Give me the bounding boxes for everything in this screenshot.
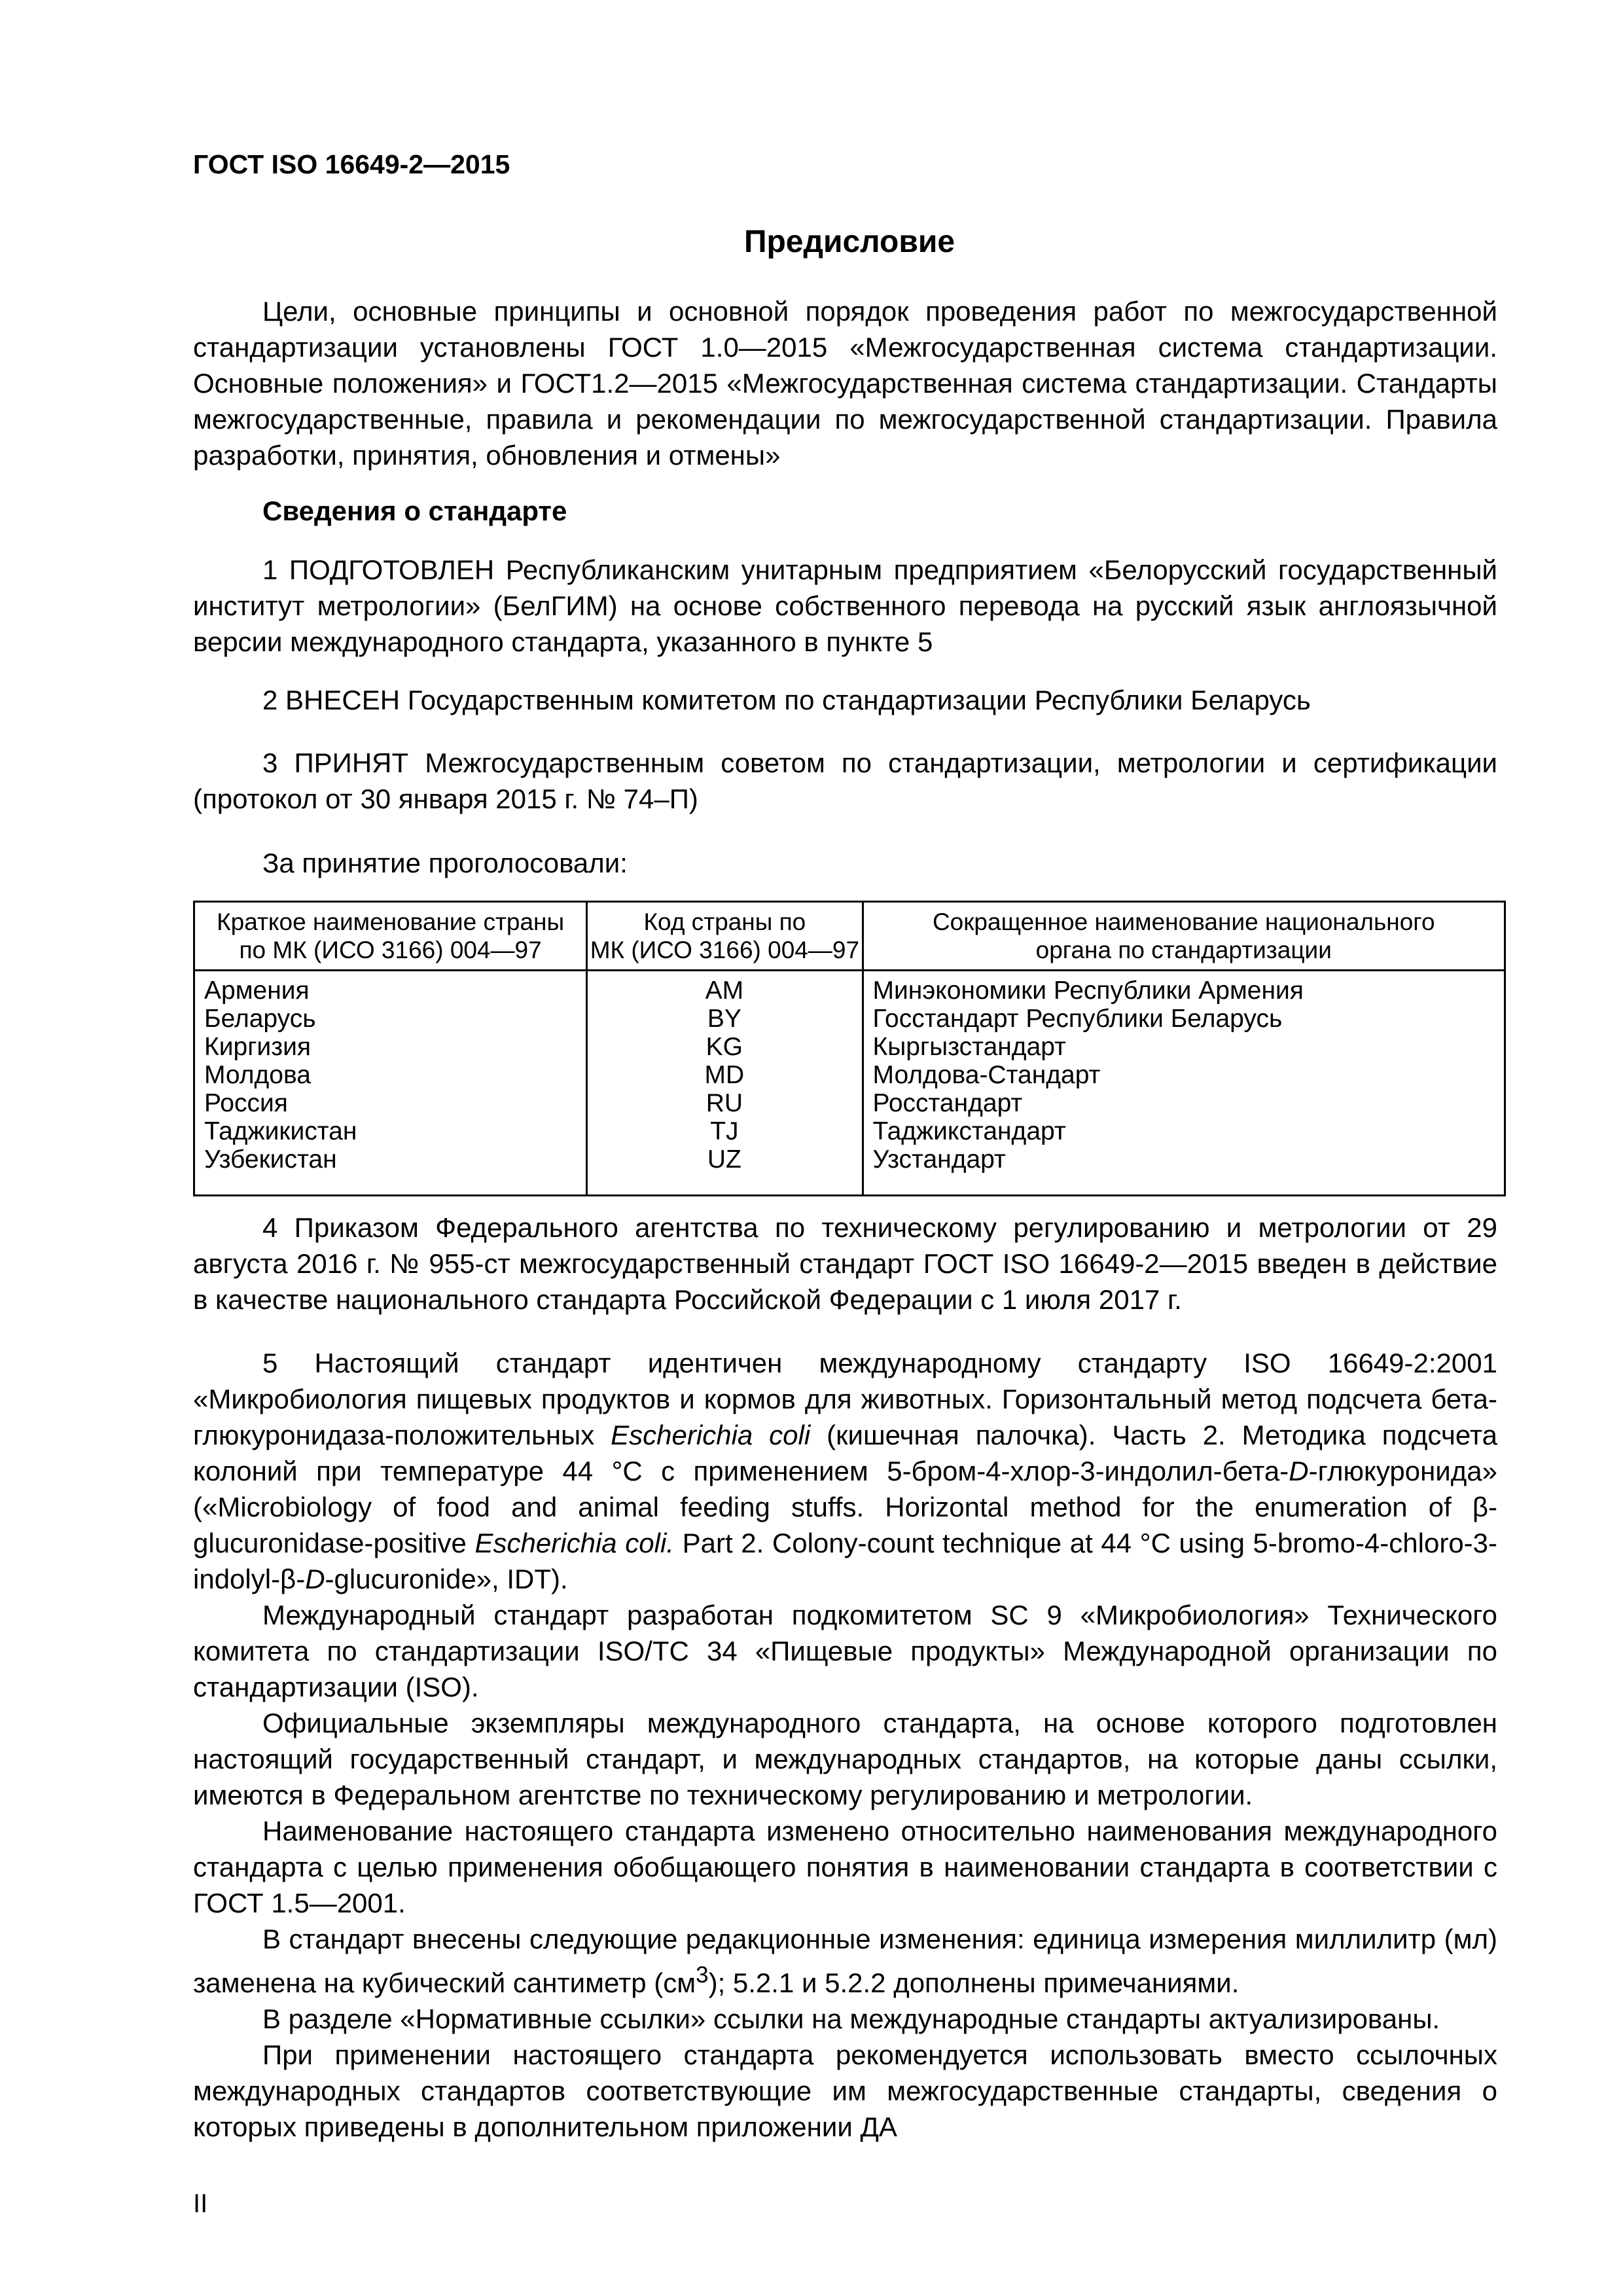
italic-term: D xyxy=(305,1564,325,1594)
item-5-paragraph-4: Наименование настоящего стандарта изменено относительно наименования международного стандарта с целью применения обобщающего понятия в наименовании стандарта в соответствии с ГОСТ 1.5—2001. xyxy=(193,1816,1497,1918)
column-header-body xyxy=(863,902,1505,971)
header-line: по МК (ИСО 3166) 004—97 xyxy=(239,937,542,963)
item-3-block xyxy=(193,745,1497,817)
item-3-paragraph: 3 ПРИНЯТ Межгосударственным советом по стандартизации, метрологии и сертификации (протокол от 30 января 2015 г. № 74–П) xyxy=(193,747,1497,814)
text-run: -glucuronide», IDT). xyxy=(325,1564,568,1594)
italic-term: D xyxy=(1289,1456,1309,1486)
page-number: II xyxy=(193,2189,208,2218)
intro-paragraph: Цели, основные принципы и основной порядок проведения работ по межгосударственной стандартизации установлены ГОСТ 1.0—2015 «Межгосударственная система стандартизации. Основные положения» и ГОСТ1.2—2015 «Межгосударственная система стандартизации. Стандарты межгосударственные, правила и рекомендации по межгосударственной стандартизации. Правила разработки, принятия, обновления и отмены» xyxy=(193,296,1497,471)
item-5-paragraph-1 xyxy=(193,1345,1497,1597)
country-name: Россия xyxy=(204,1089,288,1117)
intro-section xyxy=(193,293,1497,473)
vote-intro-text: За принятие проголосовали: xyxy=(262,848,628,878)
vote-intro-block xyxy=(193,845,1497,881)
item-2-block xyxy=(193,682,1497,718)
country-code: RU xyxy=(705,1089,743,1117)
country-name: Киргизия xyxy=(204,1033,311,1061)
country-cell xyxy=(194,971,587,1196)
text-run: В стандарт внесены следующие редакционные изменения: единица измерения миллилитр (мл) заменена на кубический сантиметр (см xyxy=(193,1924,1497,1998)
table-header-row xyxy=(194,902,1505,971)
standards-body-name: Госстандарт Республики Беларусь xyxy=(872,1005,1283,1033)
item-5-paragraph-2: Международный стандарт разработан подкомитетом SC 9 «Микробиология» Технического комитета по стандартизации ISO/TC 34 «Пищевые продукты» Международной организации по стандартизации (ISO). xyxy=(193,1600,1497,1702)
italic-term: Escherichia coli xyxy=(611,1420,811,1450)
standards-body-name: Минэкономики Республики Армения xyxy=(872,977,1304,1005)
body-cell xyxy=(863,971,1505,1196)
text-run: Part 2. Colony-count technique at 44 °C using 5-bromo-4-chloro-3-indolyl-β- xyxy=(193,1528,1498,1594)
italic-term: Escherichia coli. xyxy=(474,1528,674,1558)
column-header-code xyxy=(587,902,863,971)
country-name: Армения xyxy=(204,977,310,1005)
standards-body-name: Таджикстандарт xyxy=(872,1117,1066,1145)
section-heading-block xyxy=(193,493,1497,529)
code-cell xyxy=(587,971,863,1196)
item-5-paragraph-6: В разделе «Нормативные ссылки» ссылки на международные стандарты актуализированы. xyxy=(262,2003,1440,2034)
item-1-paragraph: 1 ПОДГОТОВЛЕН Республиканским унитарным предприятием «Белорусский государственный институт метрологии» (БелГИМ) на основе собственного перевода на русский язык англоязычной версии международного стандарта, указанного в пункте 5 xyxy=(193,554,1497,657)
country-code: MD xyxy=(704,1061,745,1089)
item-4-block xyxy=(193,1210,1497,1318)
section-heading: Сведения о стандарте xyxy=(262,495,567,526)
text-run: (кишечная палочка). Часть 2. Методика подсчета колоний при температуре 44 °С с применением 5-бром-4-хлор-3-индолил-бета- xyxy=(193,1420,1497,1486)
country-name: Таджикистан xyxy=(204,1117,357,1145)
voting-table xyxy=(193,901,1506,1196)
item-1-block xyxy=(193,552,1497,660)
text-run: ); 5.2.1 и 5.2.2 дополнены примечаниями. xyxy=(708,1967,1240,1998)
item-5-paragraph-3: Официальные экземпляры международного стандарта, на основе которого подготовлен настоящий государственный стандарт, и международных стандартов, на которые даны ссылки, имеются в Федеральном агентстве по техническому регулированию и метрологии. xyxy=(193,1708,1497,1810)
superscript: 3 xyxy=(696,1962,709,1988)
header-line: Код страны по xyxy=(643,908,806,935)
item-4-paragraph: 4 Приказом Федерального агентства по техническому регулированию и метрологии от 29 августа 2016 г. № 955-ст межгосударственный стандарт ГОСТ ISO 16649-2—2015 введен в действие в качестве национального стандарта Российской Федерации с 1 июля 2017 г. xyxy=(193,1212,1497,1315)
item-2-paragraph: 2 ВНЕСЕН Государственным комитетом по стандартизации Республики Беларусь xyxy=(262,685,1311,715)
country-name: Молдова xyxy=(204,1061,311,1089)
text-run: 5 Настоящий стандарт идентичен международному стандарту ISO 16649-2:2001 «Микробиология пищевых продуктов и кормов для животных. Горизонтальный метод подсчета бета-глюкуронидаза-положительных xyxy=(193,1348,1497,1450)
standards-body-name: Молдова-Стандарт xyxy=(872,1061,1101,1089)
page-title: Предисловие xyxy=(743,224,955,259)
header-line: Краткое наименование страны xyxy=(217,908,565,935)
item-5-block xyxy=(193,1345,1497,2145)
text-run: -глюкуронида» («Microbiology of food and animal feeding stuffs. Horizontal method for the enumeration of β-glucuronidase-positive xyxy=(193,1456,1497,1558)
country-code: TJ xyxy=(710,1117,739,1145)
header-line: МК (ИСО 3166) 004—97 xyxy=(590,937,860,963)
column-header-country xyxy=(194,902,587,971)
standards-body-name: Кыргызстандарт xyxy=(872,1033,1066,1061)
document-code-header: ГОСТ ISO 16649-2—2015 xyxy=(193,149,510,179)
standards-body-name: Узстандарт xyxy=(872,1145,1006,1174)
country-code: UZ xyxy=(707,1145,741,1174)
standards-body-name: Росстандарт xyxy=(872,1089,1023,1117)
header-line: органа по стандартизации xyxy=(1035,937,1332,963)
country-name: Узбекистан xyxy=(204,1145,337,1174)
header-line: Сокращенное наименование национального xyxy=(932,908,1435,935)
item-5-paragraph-7: При применении настоящего стандарта рекомендуется использовать вместо ссылочных международных стандартов соответствующие им межгосударственные стандарты, сведения о которых приведены в дополнительном приложении ДА xyxy=(193,2039,1497,2142)
country-code: KG xyxy=(705,1033,743,1061)
country-name: Беларусь xyxy=(204,1005,316,1033)
item-5-paragraph-5 xyxy=(193,1921,1497,2001)
country-code: BY xyxy=(707,1005,741,1033)
country-code: AM xyxy=(705,977,744,1005)
table-row xyxy=(194,971,1505,1196)
